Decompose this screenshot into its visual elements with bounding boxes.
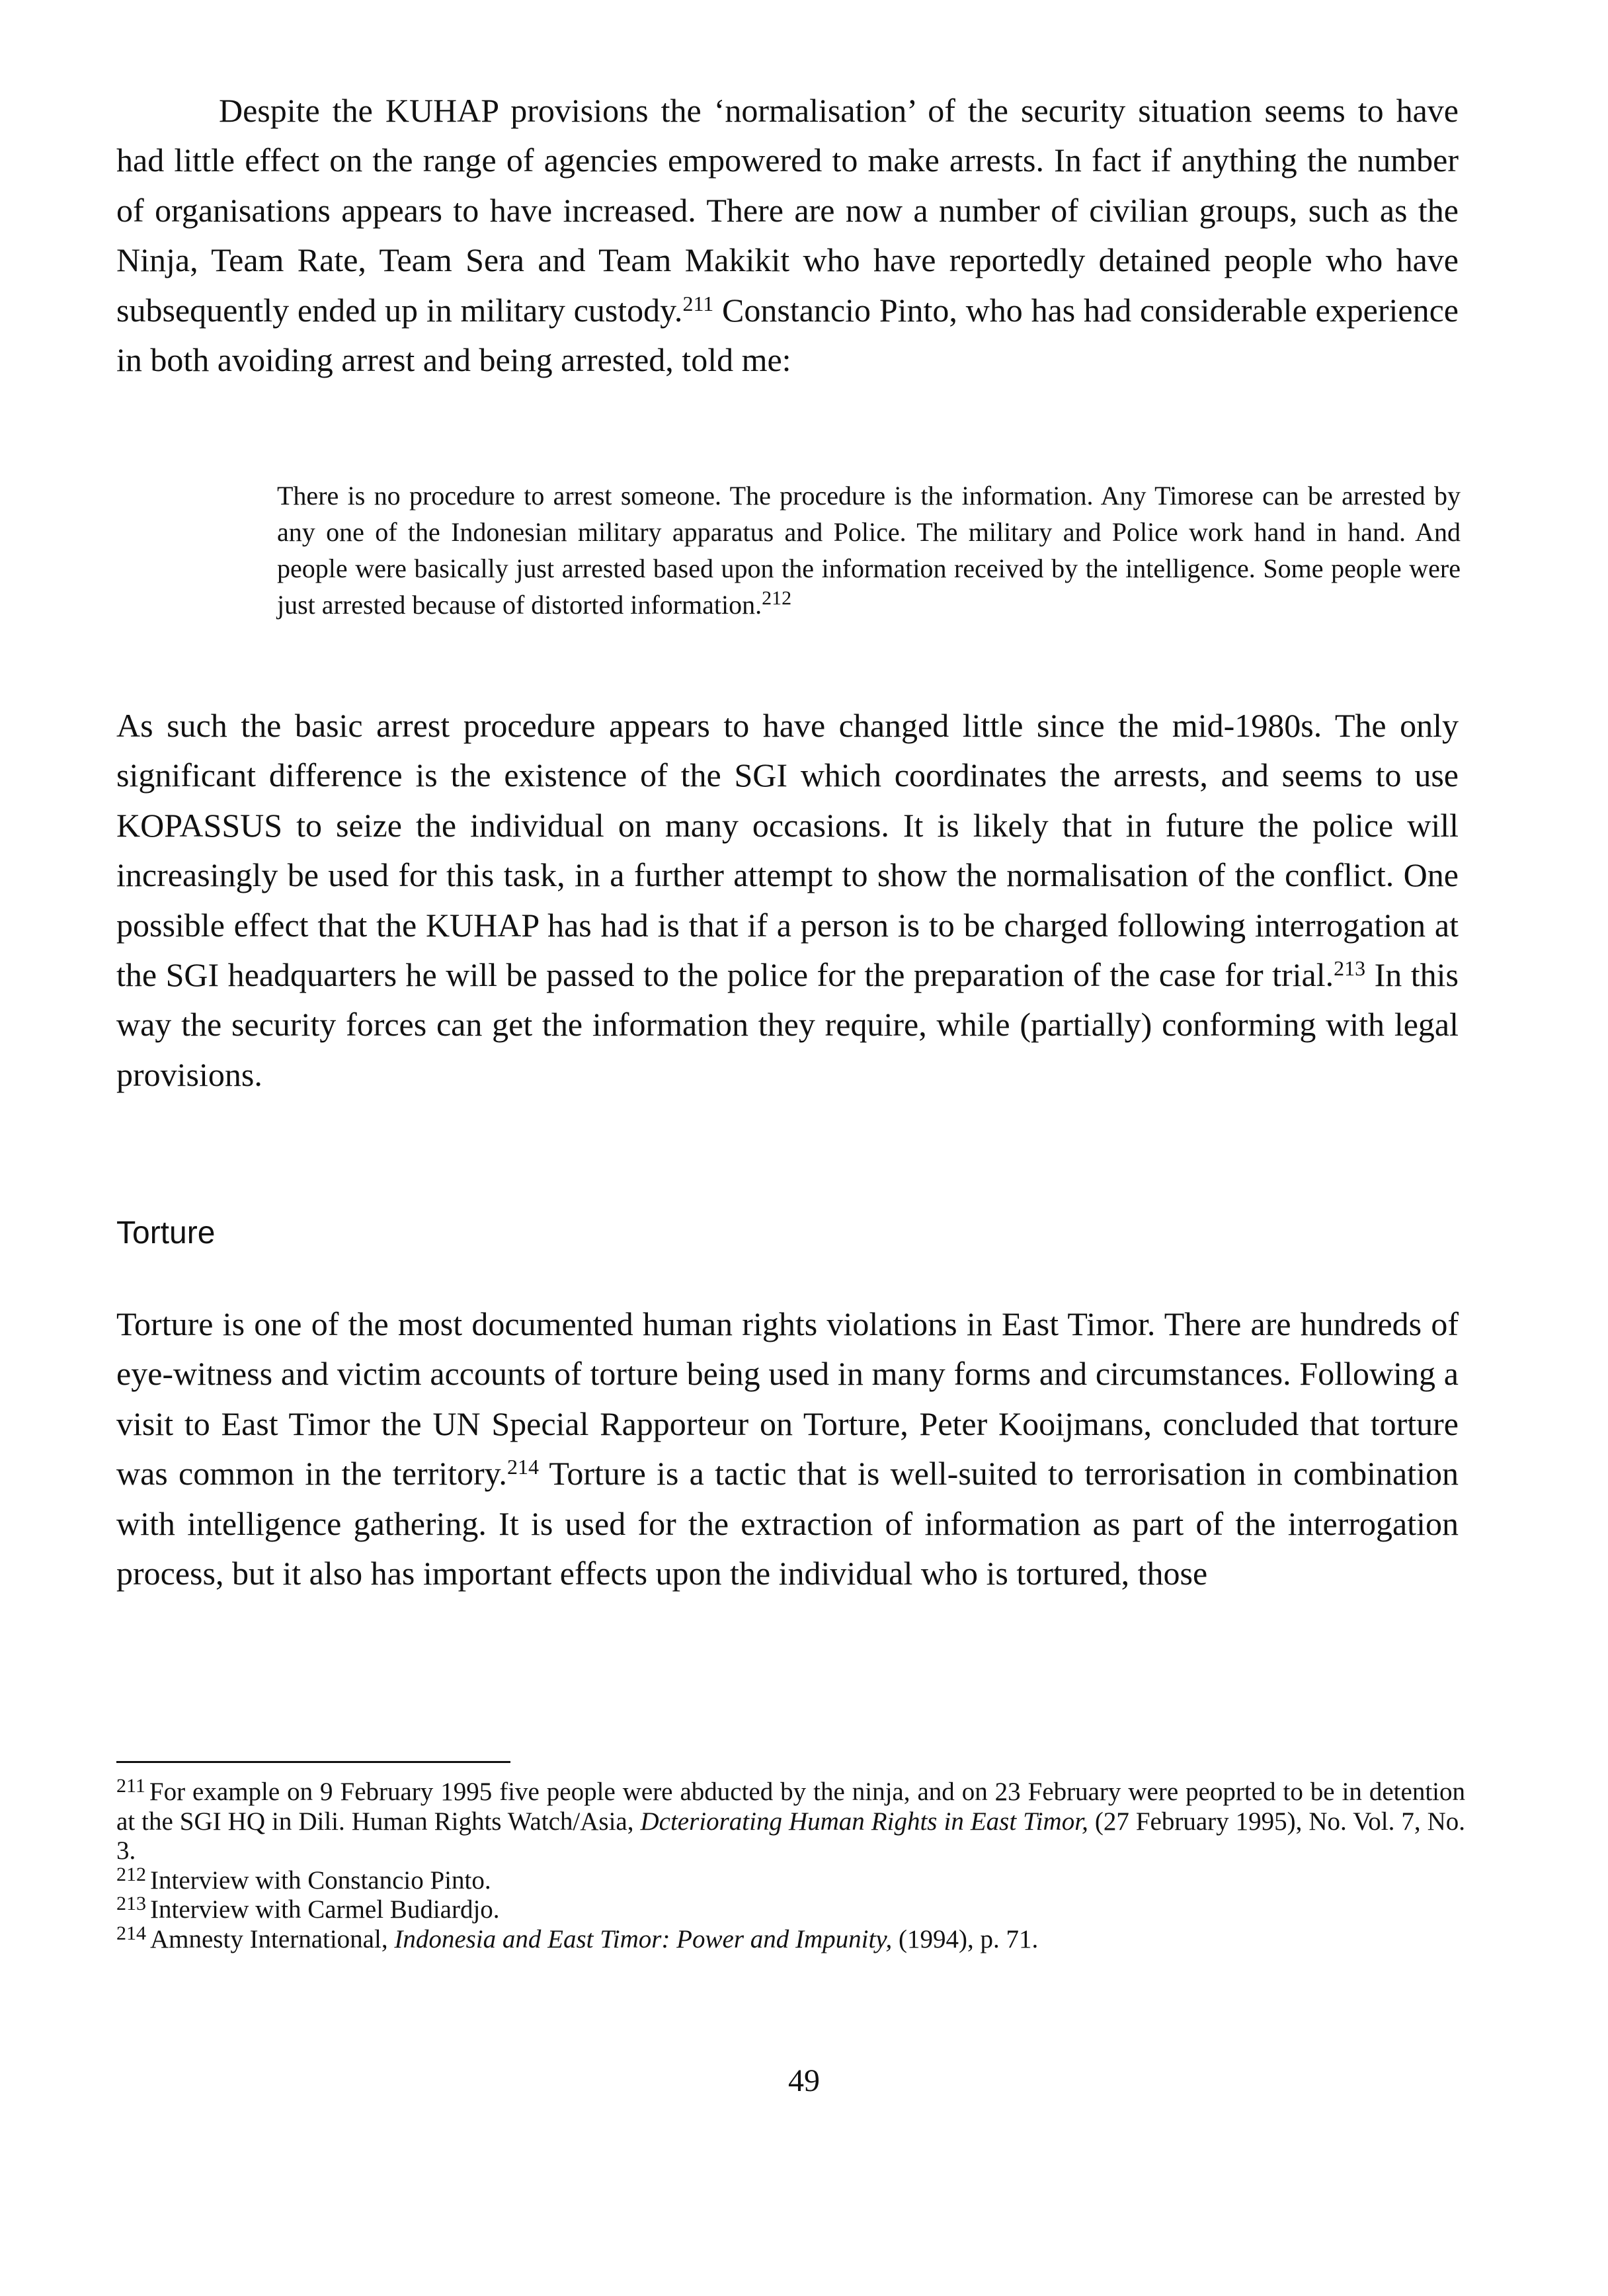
footnote-title: Dcteriorating Human Rights in East Timor, <box>640 1807 1088 1836</box>
footnote-text: For example on 9 February 1995 five people were abducted by the ninja, and on 23 February were peoprted to be in detention at the SGI HQ in Dili. Human Rights Watch/Asia, <box>116 1778 1465 1836</box>
footnote-number: 211 <box>116 1775 145 1797</box>
body-paragraph-1 <box>116 86 1459 385</box>
paragraph-text: As such the basic arrest procedure appears to have changed little since the mid-1980s. The only significant difference is the existence of the SGI which coordinates the arrests, and seems to use KOPASSUS to seize the individual on many occasions. It is likely that in future the police will increasingly be used for this task, in a further attempt to show the normalisation of the conflict. One possible effect that the KUHAP has had is that if a person is to be charged following interrogation at the SGI headquarters he will be passed to the police for the preparation of the case for trial. <box>116 707 1459 994</box>
footnotes <box>116 1775 1465 1954</box>
footnote-211 <box>116 1775 1465 1866</box>
footnote-text: Interview with Constancio Pinto. <box>150 1866 491 1895</box>
footnote-text: Amnesty International, <box>150 1924 395 1953</box>
footnote-number: 213 <box>116 1893 146 1914</box>
block-quote <box>277 477 1461 623</box>
footnote-number: 212 <box>116 1863 146 1885</box>
page-number: 49 <box>788 2063 820 2098</box>
footnote-text-continued: (1994), p. 71. <box>892 1924 1039 1953</box>
section-heading: Torture <box>116 1215 216 1250</box>
paragraph-text: Torture is one of the most documented human rights violations in East Timor. There are hundreds of eye-witness and victim accounts of torture being used in many forms and circumstances. Following a visit to East Timor the UN Special Rapporteur on Torture, Peter Kooijmans, concluded that torture was common in the territory. <box>116 1305 1459 1493</box>
footnote-ref-212[interactable]: 212 <box>762 587 792 609</box>
footnote-214 <box>116 1922 1465 1955</box>
footnote-number: 214 <box>116 1922 146 1944</box>
body-paragraph-2 <box>116 701 1459 1100</box>
footnote-ref-211[interactable]: 211 <box>682 291 714 315</box>
footnote-212 <box>116 1863 1465 1896</box>
quote-text: There is no procedure to arrest someone. The procedure is the information. Any Timorese can be arrested by any one of the Indonesian military apparatus and Police. The military and Police work hand in hand. And people were basically just arrested based upon the information received by the intelligence. Some people were just arrested because of distorted information. <box>277 481 1461 620</box>
footnote-ref-213[interactable]: 213 <box>1334 956 1366 981</box>
paragraph-text-continued: In this way the security forces can get the information they require, while (partially) conforming with legal provisions. <box>116 956 1459 1093</box>
footnote-text-continued: (27 February 1995), No. Vol. 7, No. 3. <box>116 1807 1465 1865</box>
body-paragraph-3 <box>116 1299 1459 1598</box>
footnote-title: Indonesia and East Timor: Power and Impunity, <box>394 1924 893 1953</box>
paragraph-text: Despite the KUHAP provisions the ‘normalisation’ of the security situation seems to have had little effect on the range of agencies empowered to make arrests. In fact if anything the number of organisations appears to have increased. There are now a number of civilian groups, such as the Ninja, Team Rate, Team Sera and Team Makikit who have reportedly detained people who have subsequently ended up in military custody. <box>116 92 1459 329</box>
paragraph-text-continued: Torture is a tactic that is well-suited to terrorisation in combination with intelligence gathering. It is used for the extraction of information as part of the interrogation process, but it also has important effects upon the individual who is tortured, those <box>116 1455 1459 1592</box>
paragraph-text-continued: Constancio Pinto, who has had considerable experience in both avoiding arrest and being arrested, told me: <box>116 291 1459 379</box>
footnote-213 <box>116 1895 1465 1925</box>
footnote-divider <box>116 1761 510 1763</box>
footnote-ref-214[interactable]: 214 <box>506 1455 539 1479</box>
footnote-text: Interview with Carmel Budiardjo. <box>150 1895 500 1924</box>
